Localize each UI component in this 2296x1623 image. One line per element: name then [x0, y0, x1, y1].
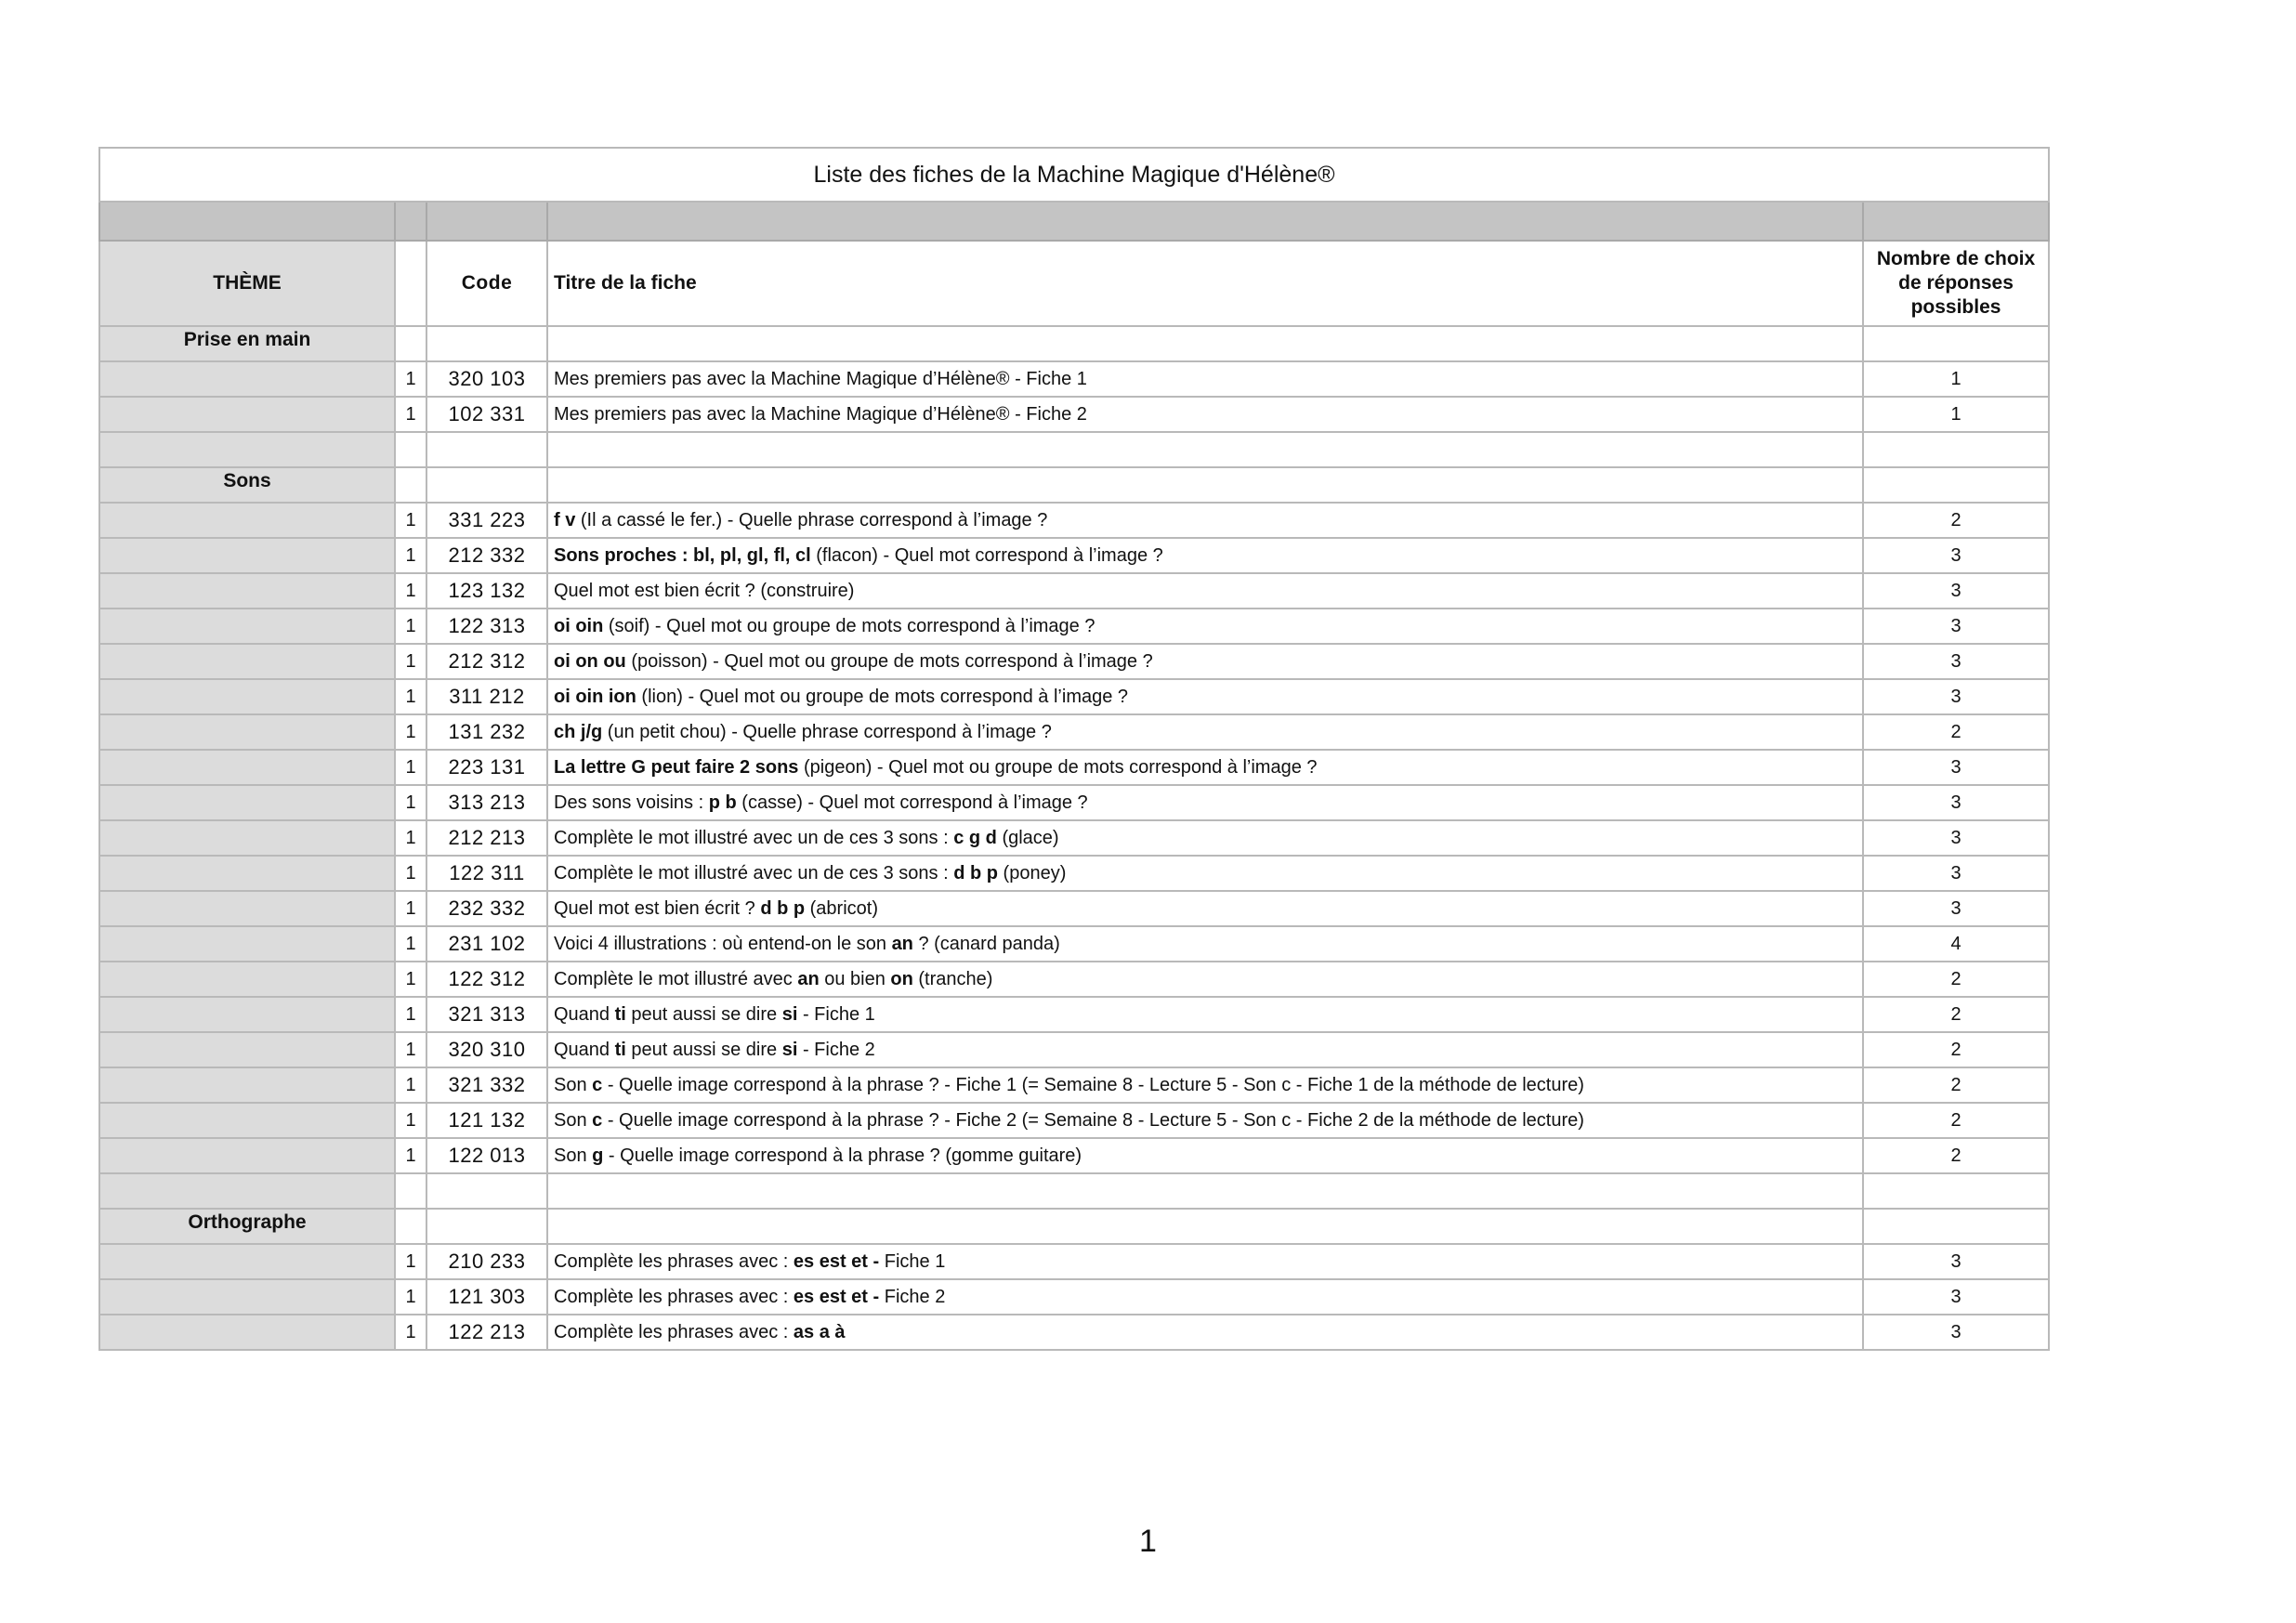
title-segment: ? (canard panda) — [912, 933, 1060, 954]
choices-cell: 3 — [1863, 1244, 2049, 1279]
title-segment: Mes premiers pas avec la Machine Magique d’Hélène® - Fiche 1 — [554, 368, 1087, 389]
choices-cell: 3 — [1863, 856, 2049, 891]
table-row — [99, 538, 2049, 573]
title-segment: Complète les phrases avec : — [554, 1321, 794, 1342]
code-cell: 212 332 — [426, 538, 547, 573]
theme-cell — [99, 573, 395, 609]
table-row — [99, 644, 2049, 679]
title-cell — [547, 432, 1863, 467]
title-segment: (poney) — [997, 862, 1067, 883]
qty-cell — [395, 467, 426, 503]
code-cell: 232 332 — [426, 891, 547, 926]
qty-cell: 1 — [395, 1315, 426, 1350]
table-row — [99, 1279, 2049, 1315]
title-cell — [547, 750, 1863, 785]
code-cell: 311 212 — [426, 679, 547, 714]
code-cell — [426, 432, 547, 467]
header-title: Titre de la fiche — [547, 241, 1863, 326]
theme-cell — [99, 785, 395, 820]
section-label: Prise en main — [183, 329, 311, 350]
title-cell — [547, 538, 1863, 573]
document-title: Liste des fiches de la Machine Magique d'Hélène® — [99, 148, 2049, 202]
theme-cell — [99, 962, 395, 997]
header-theme: THÈME — [99, 241, 395, 326]
table-row — [99, 1244, 2049, 1279]
code-cell — [426, 326, 547, 361]
qty-cell: 1 — [395, 503, 426, 538]
title-cell — [547, 856, 1863, 891]
code-cell: 331 223 — [426, 503, 547, 538]
qty-cell: 1 — [395, 397, 426, 432]
code-cell: 122 313 — [426, 609, 547, 644]
qty-cell: 1 — [395, 1032, 426, 1067]
table-row — [99, 891, 2049, 926]
qty-cell: 1 — [395, 538, 426, 573]
choices-cell: 1 — [1863, 361, 2049, 397]
code-cell: 121 132 — [426, 1103, 547, 1138]
section-row — [99, 467, 2049, 503]
code-cell: 313 213 — [426, 785, 547, 820]
code-cell: 122 312 — [426, 962, 547, 997]
code-cell — [426, 1209, 547, 1244]
header-qty — [395, 241, 426, 326]
qty-cell — [395, 1209, 426, 1244]
theme-cell — [99, 856, 395, 891]
title-segment: Complète le mot illustré avec un de ces 3 sons : — [554, 862, 954, 883]
code-cell — [426, 467, 547, 503]
table-row — [99, 573, 2049, 609]
title-cell — [547, 573, 1863, 609]
title-bold-segment: c — [592, 1109, 603, 1131]
qty-cell: 1 — [395, 750, 426, 785]
title-segment: Fiche 2 — [879, 1286, 946, 1307]
title-bold-segment: si — [781, 1039, 798, 1060]
title-segment: Complète les phrases avec : — [554, 1286, 794, 1307]
title-bold-segment: as a à — [793, 1321, 846, 1342]
title-bold-segment: ch j/g — [554, 721, 603, 742]
code-cell: 102 331 — [426, 397, 547, 432]
theme-cell — [99, 1067, 395, 1103]
qty-cell: 1 — [395, 679, 426, 714]
title-bold-segment: oi on ou — [554, 650, 626, 672]
choices-cell: 3 — [1863, 679, 2049, 714]
code-cell — [426, 1173, 547, 1209]
choices-cell — [1863, 326, 2049, 361]
title-cell — [547, 503, 1863, 538]
table-row — [99, 679, 2049, 714]
qty-cell: 1 — [395, 891, 426, 926]
qty-cell: 1 — [395, 1138, 426, 1173]
code-cell: 122 013 — [426, 1138, 547, 1173]
code-cell: 131 232 — [426, 714, 547, 750]
choices-cell: 2 — [1863, 962, 2049, 997]
title-segment: (casse) - Quel mot correspond à l’image ? — [736, 792, 1088, 813]
choices-cell: 3 — [1863, 644, 2049, 679]
title-segment: (glace) — [996, 827, 1059, 848]
table-row — [99, 1103, 2049, 1138]
title-cell — [547, 891, 1863, 926]
qty-cell: 1 — [395, 609, 426, 644]
title-segment: Des sons voisins : — [554, 792, 709, 813]
choices-cell: 2 — [1863, 1103, 2049, 1138]
title-cell — [547, 1279, 1863, 1315]
title-segment: Complète le mot illustré avec un de ces 3 sons : — [554, 827, 954, 848]
choices-cell — [1863, 467, 2049, 503]
section-label-cell — [99, 326, 395, 361]
title-segment: - Fiche 1 — [797, 1003, 875, 1025]
table-row — [99, 714, 2049, 750]
title-bold-segment: d b p — [760, 897, 806, 919]
section-row — [99, 326, 2049, 361]
page-number: 1 — [1139, 1524, 1157, 1559]
title-segment: Son — [554, 1074, 593, 1095]
title-cell — [547, 609, 1863, 644]
title-segment: peut aussi se dire — [625, 1039, 782, 1060]
code-cell: 122 311 — [426, 856, 547, 891]
title-bold-segment: f v — [554, 509, 576, 530]
title-segment: Quel mot est bien écrit ? (construire) — [554, 580, 855, 601]
table-row — [99, 609, 2049, 644]
title-cell — [547, 1067, 1863, 1103]
table-row — [99, 856, 2049, 891]
grey-cell — [547, 202, 1863, 241]
title-segment: Son — [554, 1145, 593, 1166]
qty-cell: 1 — [395, 1067, 426, 1103]
title-segment: Quand — [554, 1039, 615, 1060]
section-label: Orthographe — [188, 1211, 307, 1233]
title-bold-segment: an — [797, 968, 820, 989]
code-cell: 212 312 — [426, 644, 547, 679]
title-bold-segment: ti — [614, 1003, 626, 1025]
qty-cell: 1 — [395, 926, 426, 962]
header-choices: Nombre de choix de réponses possibles — [1863, 241, 2049, 326]
choices-cell: 3 — [1863, 1279, 2049, 1315]
grey-cell — [426, 202, 547, 241]
title-cell — [547, 785, 1863, 820]
table-row — [99, 926, 2049, 962]
choices-cell: 3 — [1863, 750, 2049, 785]
theme-cell — [99, 503, 395, 538]
title-cell — [547, 644, 1863, 679]
choices-cell: 2 — [1863, 714, 2049, 750]
title-cell — [547, 714, 1863, 750]
choices-cell: 3 — [1863, 573, 2049, 609]
section-label-cell — [99, 467, 395, 503]
title-segment: ou bien — [819, 968, 891, 989]
theme-cell — [99, 1173, 395, 1209]
title-cell — [547, 962, 1863, 997]
table-row — [99, 962, 2049, 997]
theme-cell — [99, 1315, 395, 1350]
title-bold-segment: si — [781, 1003, 798, 1025]
title-cell — [547, 397, 1863, 432]
table-row — [99, 503, 2049, 538]
title-cell — [547, 326, 1863, 361]
table-row — [99, 361, 2049, 397]
title-cell — [547, 1138, 1863, 1173]
title-bold-segment: Sons proches : bl, pl, gl, fl, cl — [554, 544, 811, 566]
choices-cell: 2 — [1863, 1067, 2049, 1103]
table-row — [99, 750, 2049, 785]
title-segment: - Quelle image correspond à la phrase ? - Fiche 2 (= Semaine 8 - Lecture 5 - Son c - Fiche 2 de la méthode de lecture) — [602, 1109, 1584, 1131]
table-row — [99, 820, 2049, 856]
qty-cell: 1 — [395, 856, 426, 891]
code-cell: 122 213 — [426, 1315, 547, 1350]
title-segment: - Quelle image correspond à la phrase ? - Fiche 1 (= Semaine 8 - Lecture 5 - Son c - Fiche 1 de la méthode de lecture) — [602, 1074, 1584, 1095]
title-cell — [547, 926, 1863, 962]
code-cell: 123 132 — [426, 573, 547, 609]
title-segment: Quel mot est bien écrit ? — [554, 897, 761, 919]
choices-cell: 2 — [1863, 1138, 2049, 1173]
code-cell: 231 102 — [426, 926, 547, 962]
table-row — [99, 785, 2049, 820]
theme-cell — [99, 1103, 395, 1138]
code-cell: 320 103 — [426, 361, 547, 397]
title-segment: (un petit chou) - Quelle phrase correspond à l’image ? — [602, 721, 1052, 742]
title-cell — [547, 679, 1863, 714]
title-cell — [547, 1173, 1863, 1209]
table-row — [99, 397, 2049, 432]
title-segment: Voici 4 illustrations : où entend-on le son — [554, 933, 892, 954]
title-bold-segment: oi oin ion — [554, 686, 636, 707]
title-segment: Mes premiers pas avec la Machine Magique d’Hélène® - Fiche 2 — [554, 403, 1087, 425]
table-row — [99, 1032, 2049, 1067]
code-cell: 321 313 — [426, 997, 547, 1032]
spacer-row — [99, 432, 2049, 467]
title-segment: Son — [554, 1109, 593, 1131]
title-bold-segment: La lettre G peut faire 2 sons — [554, 756, 799, 778]
theme-cell — [99, 538, 395, 573]
theme-cell — [99, 609, 395, 644]
title-segment: (flacon) - Quel mot correspond à l’image ? — [810, 544, 1163, 566]
qty-cell: 1 — [395, 644, 426, 679]
choices-cell: 2 — [1863, 1032, 2049, 1067]
title-segment: (poisson) - Quel mot ou groupe de mots correspond à l’image ? — [625, 650, 1153, 672]
grey-band-row — [99, 202, 2049, 241]
title-bold-segment: c — [592, 1074, 603, 1095]
title-segment: (abricot) — [805, 897, 878, 919]
theme-cell — [99, 397, 395, 432]
qty-cell: 1 — [395, 573, 426, 609]
title-bold-segment: an — [891, 933, 913, 954]
theme-cell — [99, 1032, 395, 1067]
spacer-row — [99, 1173, 2049, 1209]
title-segment: Quand — [554, 1003, 615, 1025]
title-bold-segment: oi oin — [554, 615, 604, 636]
code-cell: 121 303 — [426, 1279, 547, 1315]
choices-cell: 3 — [1863, 785, 2049, 820]
title-segment: Complète les phrases avec : — [554, 1250, 794, 1272]
qty-cell: 1 — [395, 714, 426, 750]
theme-cell — [99, 997, 395, 1032]
choices-cell — [1863, 432, 2049, 467]
section-label: Sons — [223, 470, 271, 491]
code-cell: 320 310 — [426, 1032, 547, 1067]
title-bold-segment: p b — [708, 792, 737, 813]
title-segment: peut aussi se dire — [625, 1003, 782, 1025]
theme-cell — [99, 1138, 395, 1173]
theme-cell — [99, 750, 395, 785]
qty-cell: 1 — [395, 361, 426, 397]
qty-cell: 1 — [395, 1244, 426, 1279]
title-segment: (Il a cassé le fer.) - Quelle phrase correspond à l’image ? — [575, 509, 1048, 530]
choices-cell — [1863, 1209, 2049, 1244]
title-bold-segment: g — [592, 1145, 604, 1166]
qty-cell — [395, 326, 426, 361]
choices-cell: 3 — [1863, 609, 2049, 644]
section-row — [99, 1209, 2049, 1244]
title-bold-segment: on — [890, 968, 913, 989]
title-cell — [547, 820, 1863, 856]
grey-cell — [99, 202, 395, 241]
choices-cell: 2 — [1863, 503, 2049, 538]
theme-cell — [99, 679, 395, 714]
table-row — [99, 1138, 2049, 1173]
choices-cell: 2 — [1863, 997, 2049, 1032]
choices-cell: 3 — [1863, 891, 2049, 926]
title-cell — [547, 1103, 1863, 1138]
title-segment: - Fiche 2 — [797, 1039, 875, 1060]
title-segment: - Quelle image correspond à la phrase ? (gomme guitare) — [603, 1145, 1082, 1166]
qty-cell: 1 — [395, 1103, 426, 1138]
choices-cell: 1 — [1863, 397, 2049, 432]
title-segment: Fiche 1 — [879, 1250, 946, 1272]
grey-cell — [395, 202, 426, 241]
grey-cell — [1863, 202, 2049, 241]
title-segment: (lion) - Quel mot ou groupe de mots correspond à l’image ? — [636, 686, 1129, 707]
header-row — [99, 241, 2049, 326]
theme-cell — [99, 644, 395, 679]
title-cell — [547, 1244, 1863, 1279]
section-label-cell — [99, 1209, 395, 1244]
title-cell — [547, 997, 1863, 1032]
theme-cell — [99, 891, 395, 926]
choices-cell: 3 — [1863, 538, 2049, 573]
qty-cell: 1 — [395, 962, 426, 997]
title-cell — [547, 1032, 1863, 1067]
choices-cell — [1863, 1173, 2049, 1209]
code-cell: 321 332 — [426, 1067, 547, 1103]
title-segment: Complète le mot illustré avec — [554, 968, 798, 989]
theme-cell — [99, 1279, 395, 1315]
choices-cell: 4 — [1863, 926, 2049, 962]
fiches-table — [98, 147, 2050, 1351]
title-row — [99, 148, 2049, 202]
title-cell — [547, 361, 1863, 397]
code-cell: 223 131 — [426, 750, 547, 785]
header-code: Code — [426, 241, 547, 326]
code-cell: 210 233 — [426, 1244, 547, 1279]
title-cell — [547, 1315, 1863, 1350]
table-row — [99, 1067, 2049, 1103]
title-segment: (tranche) — [912, 968, 993, 989]
qty-cell: 1 — [395, 997, 426, 1032]
theme-cell — [99, 820, 395, 856]
title-segment: (soif) - Quel mot ou groupe de mots correspond à l’image ? — [603, 615, 1096, 636]
table-row — [99, 997, 2049, 1032]
theme-cell — [99, 361, 395, 397]
title-cell — [547, 467, 1863, 503]
qty-cell: 1 — [395, 1279, 426, 1315]
theme-cell — [99, 432, 395, 467]
title-cell — [547, 1209, 1863, 1244]
choices-cell: 3 — [1863, 1315, 2049, 1350]
theme-cell — [99, 1244, 395, 1279]
title-bold-segment: es est et - — [793, 1286, 880, 1307]
qty-cell: 1 — [395, 785, 426, 820]
title-segment: (pigeon) - Quel mot ou groupe de mots correspond à l’image ? — [798, 756, 1318, 778]
qty-cell — [395, 1173, 426, 1209]
qty-cell: 1 — [395, 820, 426, 856]
title-bold-segment: es est et - — [793, 1250, 880, 1272]
code-cell: 212 213 — [426, 820, 547, 856]
choices-cell: 3 — [1863, 820, 2049, 856]
theme-cell — [99, 714, 395, 750]
title-bold-segment: d b p — [953, 862, 998, 883]
theme-cell — [99, 926, 395, 962]
qty-cell — [395, 432, 426, 467]
title-bold-segment: c g d — [953, 827, 997, 848]
table-row — [99, 1315, 2049, 1350]
title-bold-segment: ti — [614, 1039, 626, 1060]
